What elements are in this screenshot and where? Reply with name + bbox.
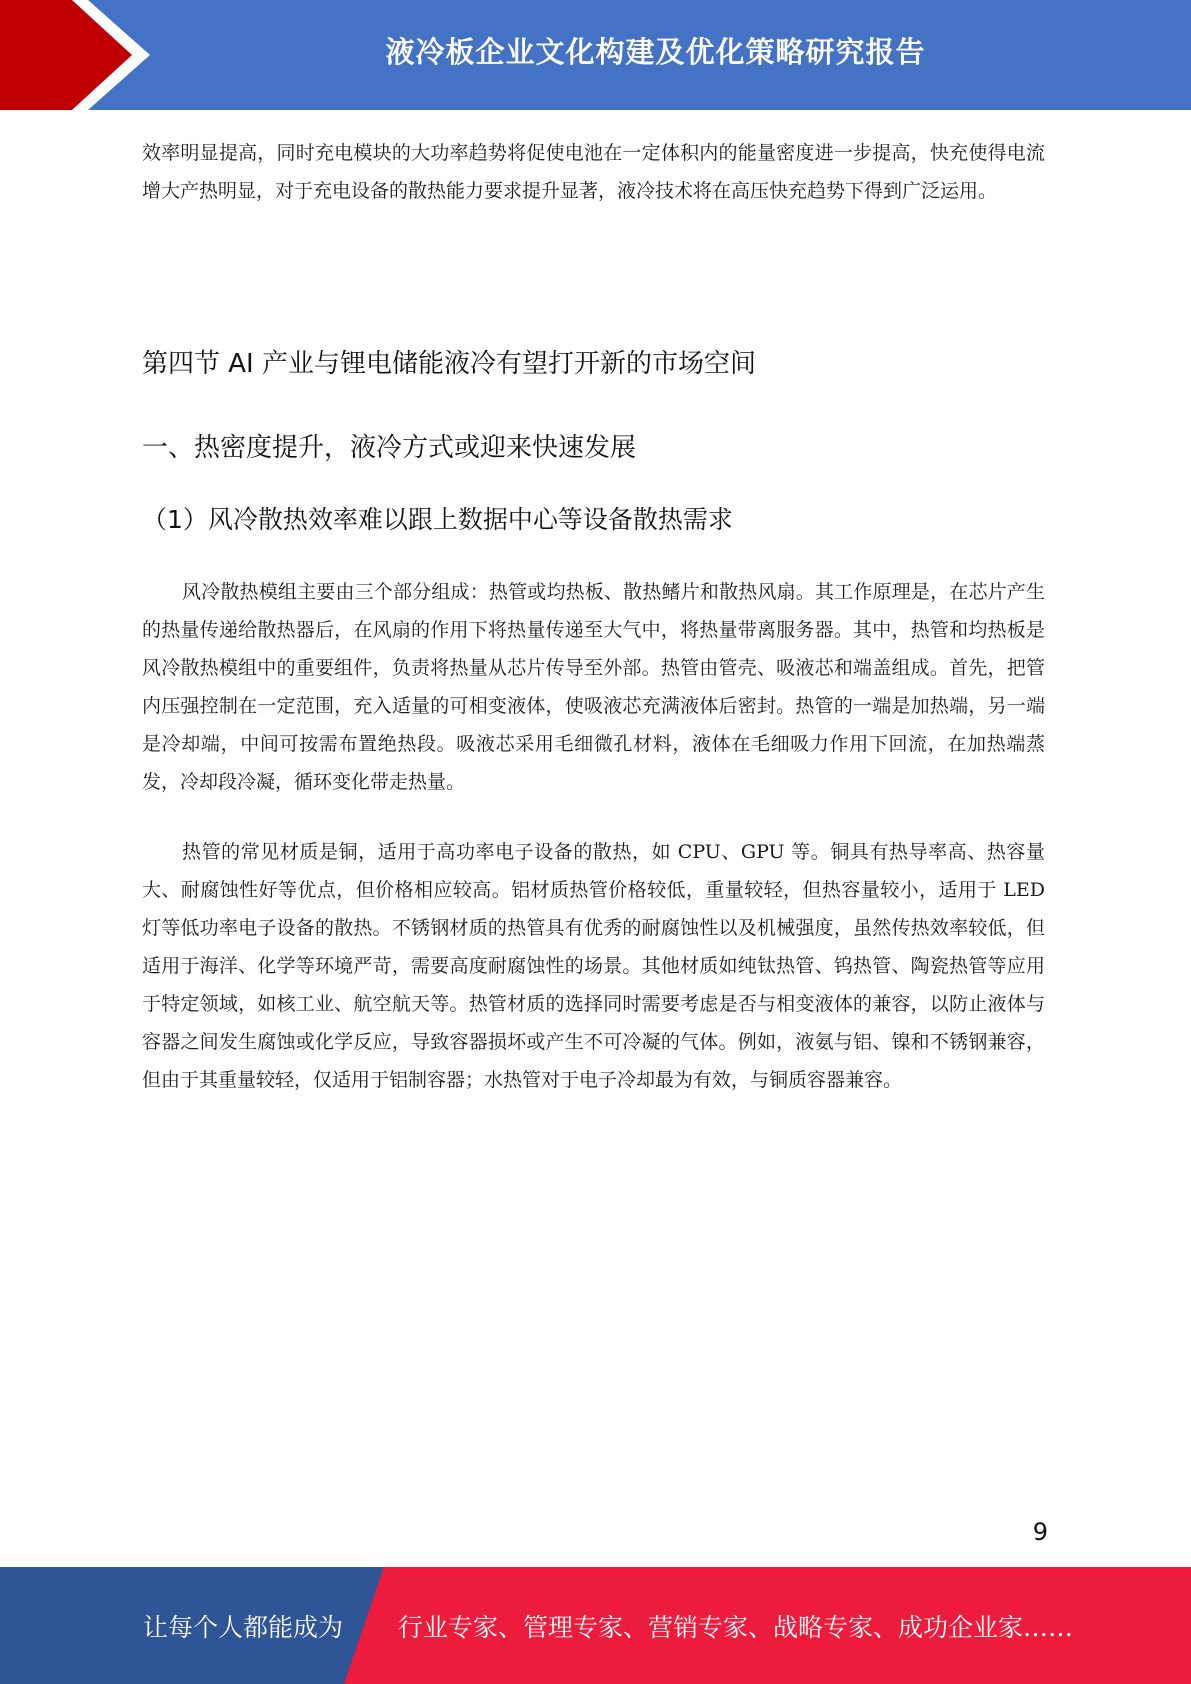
footer-banner: [0, 1567, 1191, 1684]
footer-slogan-right: 行业专家、管理专家、营销专家、战略专家、成功企业家……: [398, 1612, 1074, 1642]
footer-slogan-left: 让每个人都能成为: [143, 1612, 344, 1642]
paragraph-block-2: [142, 833, 1045, 1099]
header-banner: [0, 0, 1191, 110]
intro-paragraph: 效率明显提高，同时充电模块的大功率趋势将促使电池在一定体积内的能量密度进一步提高，快充使得电流增大产热明显，对于充电设备的散热能力要求提升显著，液冷技术将在高压快充趋势下得到广泛运用。: [142, 142, 1045, 202]
subsection-heading: 一、热密度提升，液冷方式或迎来快速发展: [142, 433, 637, 463]
page-number: 9: [1032, 1518, 1048, 1546]
body-paragraph-1: 风冷散热模组主要由三个部分组成：热管或均热板、散热鳍片和散热风扇。其工作原理是，在芯片产生的热量传递给散热器后，在风扇的作用下将热量传递至大气中，将热量带离服务器。其中，热管和均热板是风冷散热模组中的重要组件，负责将热量从芯片传导至外部。热管由管壳、吸液芯和端盖组成。首先，把管内压强控制在一定范围，充入适量的可相变液体，使吸液芯充满液体后密封。热管的一端是加热端，另一端是冷却端，中间可按需布置绝热段。吸液芯采用毛细微孔材料，液体在毛细吸力作用下回流，在加热端蒸发，冷却段冷凝，循环变化带走热量。: [142, 581, 1045, 793]
subsubsection-heading: （1）风冷散热效率难以跟上数据中心等设备散热需求: [142, 505, 733, 534]
section-heading: 第四节 AI 产业与锂电储能液冷有望打开新的市场空间: [142, 349, 756, 379]
paragraph-block-1: [142, 573, 1045, 801]
intro-block: [142, 134, 1045, 210]
report-title: 液冷板企业文化构建及优化策略研究报告: [385, 34, 926, 69]
body-paragraph-2: 热管的常见材质是铜，适用于高功率电子设备的散热，如 CPU、GPU 等。铜具有热导率高、热容量大、耐腐蚀性好等优点，但价格相应较高。铝材质热管价格较低，重量较轻，但热容量较小，适用于 LED 灯等低功率电子设备的散热。不锈钢材质的热管具有优秀的耐腐蚀性以及机械强度，虽然传热效率较低，但适用于海洋、化学等环境严苛，需要高度耐腐蚀性的场景。其他材质如纯钛热管、钨热管、陶瓷热管等应用于特定领域，如核工业、航空航天等。热管材质的选择同时需要考虑是否与相变液体的兼容，以防止液体与容器之间发生腐蚀或化学反应，导致容器损坏或产生不可冷凝的气体。例如，液氨与铝、镍和不锈钢兼容，但由于其重量较轻，仅适用于铝制容器；水热管对于电子冷却最为有效，与铜质容器兼容。: [142, 841, 1045, 1091]
